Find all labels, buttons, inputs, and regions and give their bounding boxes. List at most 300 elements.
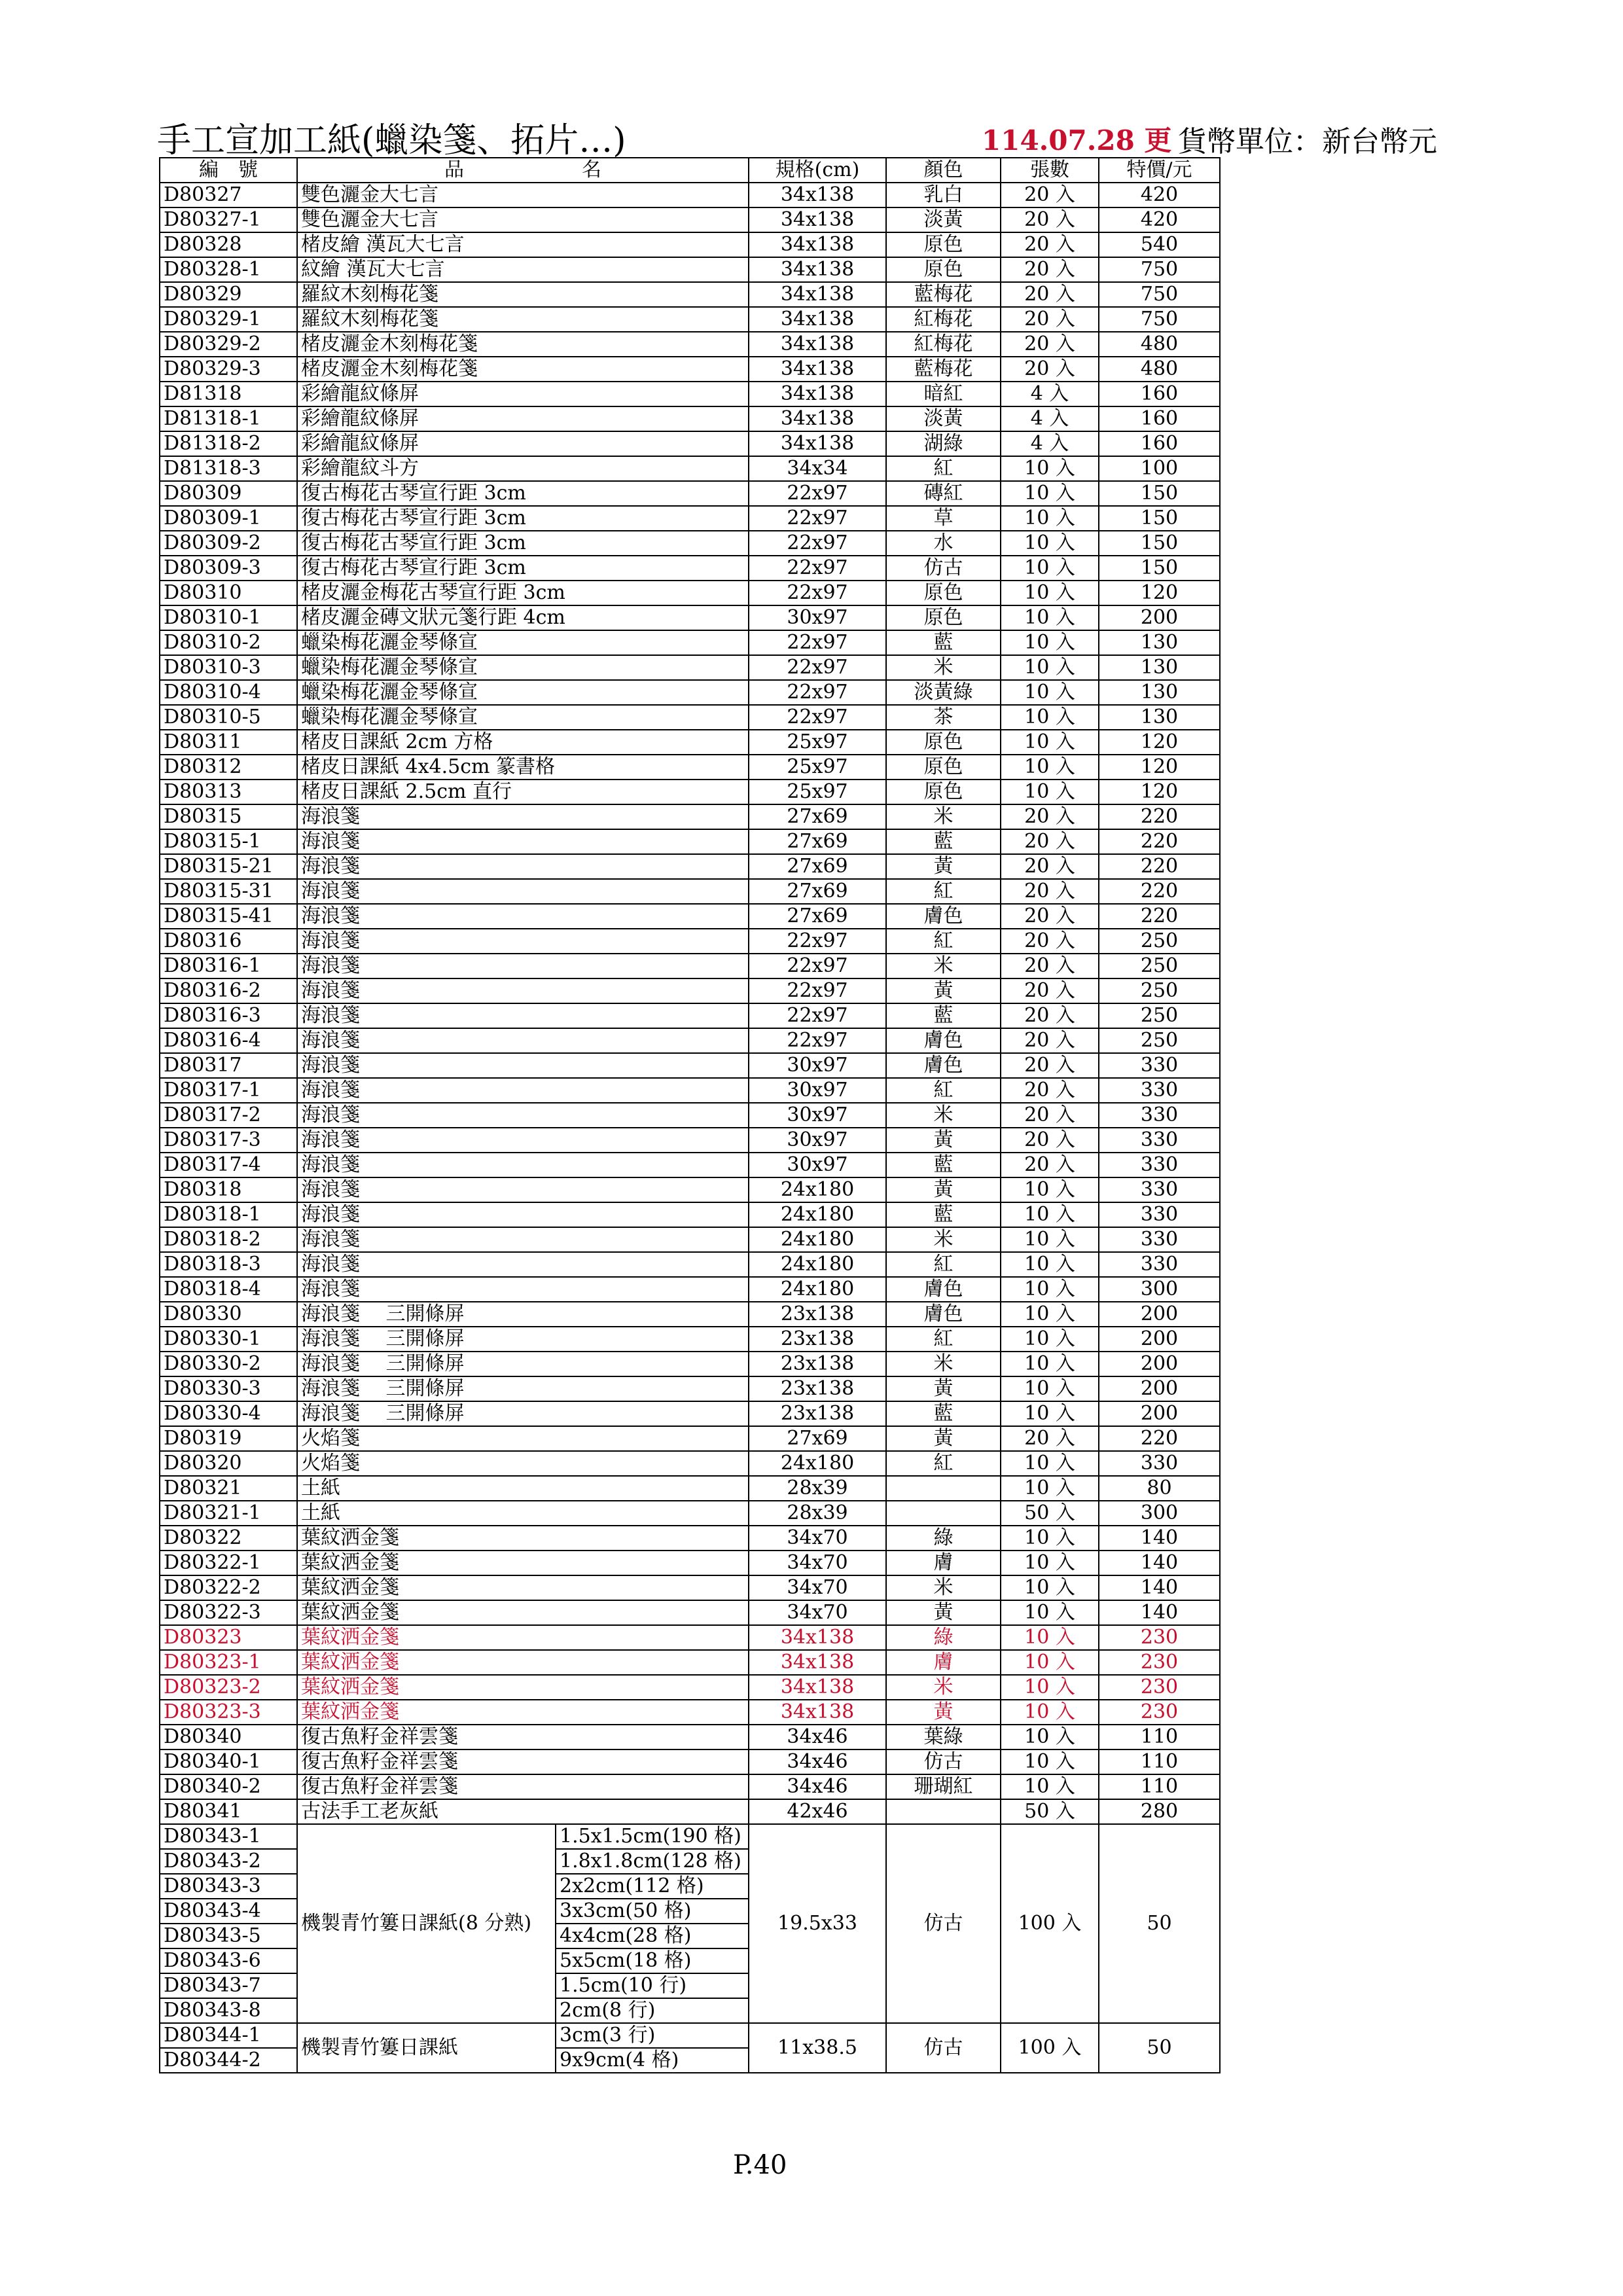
cell-color: 原色 [886,581,1001,605]
cell-qty: 20 入 [1001,183,1099,207]
cell-code: D80322-3 [160,1600,297,1625]
cell-code: D80322-2 [160,1575,297,1600]
cell-size: 24x180 [749,1202,886,1227]
cell-name: 雙色灑金大七言 [297,183,749,207]
cell-qty: 20 入 [1001,332,1099,357]
cell-color: 綠 [886,1625,1001,1650]
table-row [160,1302,1220,1327]
cell-size: 34x138 [749,1700,886,1725]
cell-qty: 10 入 [1001,1650,1099,1675]
cell-color: 膚 [886,1650,1001,1675]
cell-color: 藍 [886,1003,1001,1028]
cell-code: D80317-4 [160,1153,297,1177]
cell-size: 22x97 [749,1003,886,1028]
cell-color: 紅 [886,1078,1001,1103]
table-row [160,829,1220,854]
table-row [160,904,1220,929]
cell-color: 紅 [886,929,1001,954]
cell-price: 230 [1099,1700,1220,1725]
cell-color: 紅 [886,1451,1001,1476]
table-row [160,1749,1220,1774]
cell-qty: 10 入 [1001,1252,1099,1277]
header-size: 規格(cm) [749,158,886,183]
cell-color: 膚色 [886,1277,1001,1302]
cell-color: 黃 [886,1177,1001,1202]
table-row [160,456,1220,481]
cell-size: 22x97 [749,978,886,1003]
cell-qty: 4 入 [1001,406,1099,431]
cell-color: 紅 [886,1327,1001,1352]
cell-code: D80309-2 [160,531,297,556]
cell-size: 30x97 [749,605,886,630]
cell-code: D80344-2 [160,2048,297,2073]
cell-name: 復古梅花古琴宣行距 3cm [297,481,749,506]
cell-size: 34x138 [749,1625,886,1650]
cell-qty: 10 入 [1001,1749,1099,1774]
cell-name: 海浪箋 [297,904,749,929]
cell-qty: 50 入 [1001,1501,1099,1526]
table-row [160,1650,1220,1675]
cell-qty: 20 入 [1001,1103,1099,1128]
cell-name: 葉紋洒金箋 [297,1700,749,1725]
cell-size: 19.5x33 [749,1824,886,2023]
cell-price: 750 [1099,257,1220,282]
cell-price: 200 [1099,1401,1220,1426]
cell-name: 蠟染梅花灑金琴條宣 [297,655,749,680]
cell-size: 34x138 [749,1650,886,1675]
cell-color: 米 [886,1575,1001,1600]
cell-size: 34x70 [749,1575,886,1600]
cell-size: 34x46 [749,1725,886,1749]
cell-price: 160 [1099,406,1220,431]
cell-qty: 10 入 [1001,1600,1099,1625]
cell-code: D80310-1 [160,605,297,630]
cell-color: 藍 [886,1202,1001,1227]
cell-color: 淡黃 [886,207,1001,232]
cell-price: 220 [1099,879,1220,904]
cell-size: 34x138 [749,357,886,382]
cell-name: 海浪箋 [297,1128,749,1153]
table-row [160,357,1220,382]
table-row [160,307,1220,332]
cell-code: D80340-1 [160,1749,297,1774]
table-row [160,705,1220,730]
cell-price: 200 [1099,1352,1220,1376]
cell-code: D80343-2 [160,1849,297,1874]
cell-spec: 2x2cm(112 格) [556,1874,749,1899]
table-row [160,282,1220,307]
cell-name: 楮皮日課紙 2.5cm 直行 [297,780,749,804]
cell-color: 米 [886,1352,1001,1376]
cell-name: 彩繪龍紋條屏 [297,406,749,431]
cell-size: 22x97 [749,581,886,605]
table-row [160,1028,1220,1053]
cell-code: D80340 [160,1725,297,1749]
page-number: P.40 [733,2150,787,2180]
cell-price: 220 [1099,1426,1220,1451]
cell-qty: 10 入 [1001,1625,1099,1650]
cell-price: 220 [1099,854,1220,879]
cell-name: 海浪箋 [297,1227,749,1252]
cell-price: 110 [1099,1774,1220,1799]
cell-size: 34x70 [749,1551,886,1575]
table-row [160,655,1220,680]
cell-size: 22x97 [749,705,886,730]
cell-qty: 10 入 [1001,1227,1099,1252]
cell-qty: 10 入 [1001,1177,1099,1202]
cell-qty: 20 入 [1001,1078,1099,1103]
cell-size: 34x138 [749,257,886,282]
cell-name: 葉紋洒金箋 [297,1600,749,1625]
cell-price: 300 [1099,1277,1220,1302]
cell-size: 34x138 [749,406,886,431]
cell-size: 24x180 [749,1451,886,1476]
cell-qty: 20 入 [1001,1053,1099,1078]
table-row [160,531,1220,556]
cell-size: 34x138 [749,332,886,357]
header-color: 顏色 [886,158,1001,183]
cell-name: 機製青竹簍日課紙(8 分熟) [297,1824,556,2023]
cell-price: 280 [1099,1799,1220,1824]
cell-code: D81318-2 [160,431,297,456]
cell-code: D81318-1 [160,406,297,431]
cell-price: 200 [1099,1327,1220,1352]
cell-size: 34x46 [749,1774,886,1799]
cell-name: 楮皮灑金磚文狀元箋行距 4cm [297,605,749,630]
cell-price: 250 [1099,954,1220,978]
cell-code: D80310-5 [160,705,297,730]
cell-name: 海浪箋 三開條屏 [297,1376,749,1401]
cell-name: 火焰箋 [297,1451,749,1476]
cell-qty: 10 入 [1001,780,1099,804]
cell-size: 27x69 [749,879,886,904]
cell-price: 200 [1099,1302,1220,1327]
cell-price: 330 [1099,1128,1220,1153]
cell-price: 140 [1099,1600,1220,1625]
cell-price: 150 [1099,506,1220,531]
cell-name: 葉紋洒金箋 [297,1526,749,1551]
cell-price: 330 [1099,1153,1220,1177]
cell-code: D80343-8 [160,1998,297,2023]
cell-qty: 100 入 [1001,2023,1099,2073]
table-row [160,1252,1220,1277]
cell-code: D80318-2 [160,1227,297,1252]
cell-price: 750 [1099,282,1220,307]
cell-size: 34x138 [749,207,886,232]
cell-qty: 20 入 [1001,1003,1099,1028]
header-price: 特價/元 [1099,158,1220,183]
cell-code: D80318-1 [160,1202,297,1227]
cell-color: 原色 [886,232,1001,257]
table-row [160,854,1220,879]
cell-name: 海浪箋 [297,1053,749,1078]
cell-qty: 20 入 [1001,829,1099,854]
cell-color: 葉綠 [886,1725,1001,1749]
cell-name: 復古梅花古琴宣行距 3cm [297,506,749,531]
cell-code: D80330-4 [160,1401,297,1426]
table-row [160,1128,1220,1153]
cell-qty: 10 入 [1001,1526,1099,1551]
cell-size: 23x138 [749,1302,886,1327]
cell-code: D80311 [160,730,297,755]
cell-price: 200 [1099,1376,1220,1401]
table-row [160,1053,1220,1078]
cell-qty: 20 入 [1001,804,1099,829]
cell-code: D80316 [160,929,297,954]
table-row [160,730,1220,755]
cell-name: 海浪箋 三開條屏 [297,1352,749,1376]
cell-code: D80315-31 [160,879,297,904]
cell-price: 200 [1099,605,1220,630]
cell-code: D80343-6 [160,1948,297,1973]
cell-price: 250 [1099,929,1220,954]
cell-code: D80321-1 [160,1501,297,1526]
cell-price: 330 [1099,1078,1220,1103]
cell-name: 海浪箋 [297,978,749,1003]
cell-spec: 5x5cm(18 格) [556,1948,749,1973]
table-row [160,1575,1220,1600]
cell-price: 300 [1099,1501,1220,1526]
table-row [160,1501,1220,1526]
cell-qty: 20 入 [1001,929,1099,954]
cell-name: 蠟染梅花灑金琴條宣 [297,630,749,655]
cell-size: 24x180 [749,1177,886,1202]
cell-qty: 20 入 [1001,307,1099,332]
table-row [160,1376,1220,1401]
header-code: 編 號 [160,158,297,183]
cell-qty: 10 入 [1001,605,1099,630]
cell-code: D80313 [160,780,297,804]
cell-color [886,1501,1001,1526]
cell-price: 330 [1099,1202,1220,1227]
cell-code: D80315-1 [160,829,297,854]
cell-name: 楮皮灑金木刻梅花箋 [297,357,749,382]
cell-code: D80329-2 [160,332,297,357]
cell-spec: 1.5x1.5cm(190 格) [556,1824,749,1849]
cell-price: 150 [1099,556,1220,581]
cell-name: 海浪箋 三開條屏 [297,1327,749,1352]
cell-size: 23x138 [749,1376,886,1401]
table-row [160,1003,1220,1028]
cell-qty: 10 入 [1001,1401,1099,1426]
cell-name: 紋繪 漢瓦大七言 [297,257,749,282]
cell-spec: 2cm(8 行) [556,1998,749,2023]
cell-name: 古法手工老灰紙 [297,1799,749,1824]
cell-code: D80343-3 [160,1874,297,1899]
cell-qty: 20 入 [1001,879,1099,904]
cell-code: D80322-1 [160,1551,297,1575]
cell-code: D80343-5 [160,1924,297,1948]
cell-code: D80317-1 [160,1078,297,1103]
cell-color: 膚色 [886,1028,1001,1053]
table-row [160,1401,1220,1426]
cell-qty: 10 入 [1001,1327,1099,1352]
cell-name: 彩繪龍紋條屏 [297,382,749,406]
cell-qty: 10 入 [1001,1551,1099,1575]
cell-code: D80323 [160,1625,297,1650]
table-row [160,1625,1220,1650]
table-row [160,1227,1220,1252]
cell-code: D80310-3 [160,655,297,680]
cell-qty: 100 入 [1001,1824,1099,2023]
cell-code: D80321 [160,1476,297,1501]
table-row [160,481,1220,506]
cell-color: 膚色 [886,904,1001,929]
cell-size: 22x97 [749,630,886,655]
cell-qty: 20 入 [1001,1426,1099,1451]
cell-name: 海浪箋 [297,1202,749,1227]
cell-color: 米 [886,655,1001,680]
table-row [160,332,1220,357]
cell-name: 彩繪龍紋條屏 [297,431,749,456]
cell-color: 米 [886,1103,1001,1128]
cell-color: 黃 [886,978,1001,1003]
cell-name: 葉紋洒金箋 [297,1625,749,1650]
header-qty: 張數 [1001,158,1099,183]
table-row [160,1177,1220,1202]
cell-code: D80318 [160,1177,297,1202]
cell-price: 150 [1099,531,1220,556]
cell-code: D80330 [160,1302,297,1327]
cell-size: 24x180 [749,1277,886,1302]
cell-spec: 4x4cm(28 格) [556,1924,749,1948]
table-row [160,680,1220,705]
cell-color: 藍 [886,1401,1001,1426]
table-header-row [160,158,1220,183]
table-row [160,207,1220,232]
cell-color: 黃 [886,1128,1001,1153]
cell-name: 海浪箋 [297,1103,749,1128]
cell-color: 草 [886,506,1001,531]
table-row [160,1153,1220,1177]
cell-size: 22x97 [749,531,886,556]
table-row [160,382,1220,406]
cell-qty: 10 入 [1001,456,1099,481]
cell-code: D80318-4 [160,1277,297,1302]
cell-code: D80316-4 [160,1028,297,1053]
cell-code: D80309 [160,481,297,506]
cell-color: 米 [886,954,1001,978]
cell-size: 27x69 [749,804,886,829]
cell-price: 50 [1099,2023,1220,2073]
cell-qty: 10 入 [1001,481,1099,506]
cell-qty: 10 入 [1001,1302,1099,1327]
cell-size: 34x138 [749,307,886,332]
table-row [160,1600,1220,1625]
cell-name: 海浪箋 [297,954,749,978]
cell-name: 楮皮灑金木刻梅花箋 [297,332,749,357]
cell-code: D80323-2 [160,1675,297,1700]
cell-name: 火焰箋 [297,1426,749,1451]
cell-price: 50 [1099,1824,1220,2023]
table-row [160,1451,1220,1476]
cell-code: D80310 [160,581,297,605]
cell-size: 34x138 [749,183,886,207]
cell-size: 30x97 [749,1153,886,1177]
cell-color: 原色 [886,257,1001,282]
cell-qty: 20 入 [1001,282,1099,307]
cell-size: 24x180 [749,1252,886,1277]
cell-qty: 10 入 [1001,1700,1099,1725]
cell-price: 130 [1099,655,1220,680]
cell-size: 27x69 [749,854,886,879]
cell-name: 土紙 [297,1476,749,1501]
table-row [160,257,1220,282]
cell-size: 25x97 [749,780,886,804]
table-row [160,1277,1220,1302]
cell-qty: 10 入 [1001,556,1099,581]
cell-price: 160 [1099,431,1220,456]
cell-size: 23x138 [749,1327,886,1352]
cell-code: D80330-1 [160,1327,297,1352]
cell-code: D80316-3 [160,1003,297,1028]
update-date: 114.07.28 更 [982,124,1172,156]
cell-name: 海浪箋 [297,1003,749,1028]
cell-price: 230 [1099,1625,1220,1650]
cell-color: 仿古 [886,2023,1001,2073]
cell-price: 140 [1099,1575,1220,1600]
cell-name: 復古魚籽金祥雲箋 [297,1774,749,1799]
cell-size: 34x138 [749,431,886,456]
cell-size: 34x138 [749,1675,886,1700]
cell-price: 420 [1099,207,1220,232]
cell-code: D80312 [160,755,297,780]
cell-qty: 10 入 [1001,1774,1099,1799]
cell-size: 27x69 [749,904,886,929]
cell-color: 黃 [886,1700,1001,1725]
cell-name: 海浪箋 [297,1153,749,1177]
cell-color: 藍 [886,630,1001,655]
cell-price: 330 [1099,1177,1220,1202]
cell-name: 海浪箋 [297,1028,749,1053]
table-row [160,232,1220,257]
cell-code: D80309-1 [160,506,297,531]
cell-price: 110 [1099,1725,1220,1749]
cell-qty: 10 入 [1001,1476,1099,1501]
cell-size: 25x97 [749,755,886,780]
cell-code: D80318-3 [160,1252,297,1277]
cell-size: 22x97 [749,1028,886,1053]
cell-color: 藍 [886,1153,1001,1177]
header-name: 品 名 [297,158,749,183]
cell-color: 紅梅花 [886,332,1001,357]
cell-qty: 10 入 [1001,680,1099,705]
cell-color: 原色 [886,730,1001,755]
cell-name: 土紙 [297,1501,749,1526]
cell-price: 220 [1099,829,1220,854]
cell-color: 原色 [886,605,1001,630]
cell-color: 紅 [886,879,1001,904]
cell-color: 湖綠 [886,431,1001,456]
table-row [160,1824,1220,1849]
cell-color: 磚紅 [886,481,1001,506]
cell-price: 160 [1099,382,1220,406]
cell-name: 羅紋木刻梅花箋 [297,307,749,332]
cell-qty: 10 入 [1001,581,1099,605]
table-row [160,1675,1220,1700]
cell-size: 23x138 [749,1401,886,1426]
cell-price: 250 [1099,1003,1220,1028]
cell-code: D80323-3 [160,1700,297,1725]
cell-size: 30x97 [749,1128,886,1153]
cell-color: 仿古 [886,556,1001,581]
cell-name: 葉紋洒金箋 [297,1675,749,1700]
cell-qty: 10 入 [1001,655,1099,680]
cell-qty: 10 入 [1001,1277,1099,1302]
cell-size: 34x34 [749,456,886,481]
cell-qty: 20 入 [1001,1028,1099,1053]
currency-label: 貨幣單位：新台幣元 [1178,125,1437,158]
